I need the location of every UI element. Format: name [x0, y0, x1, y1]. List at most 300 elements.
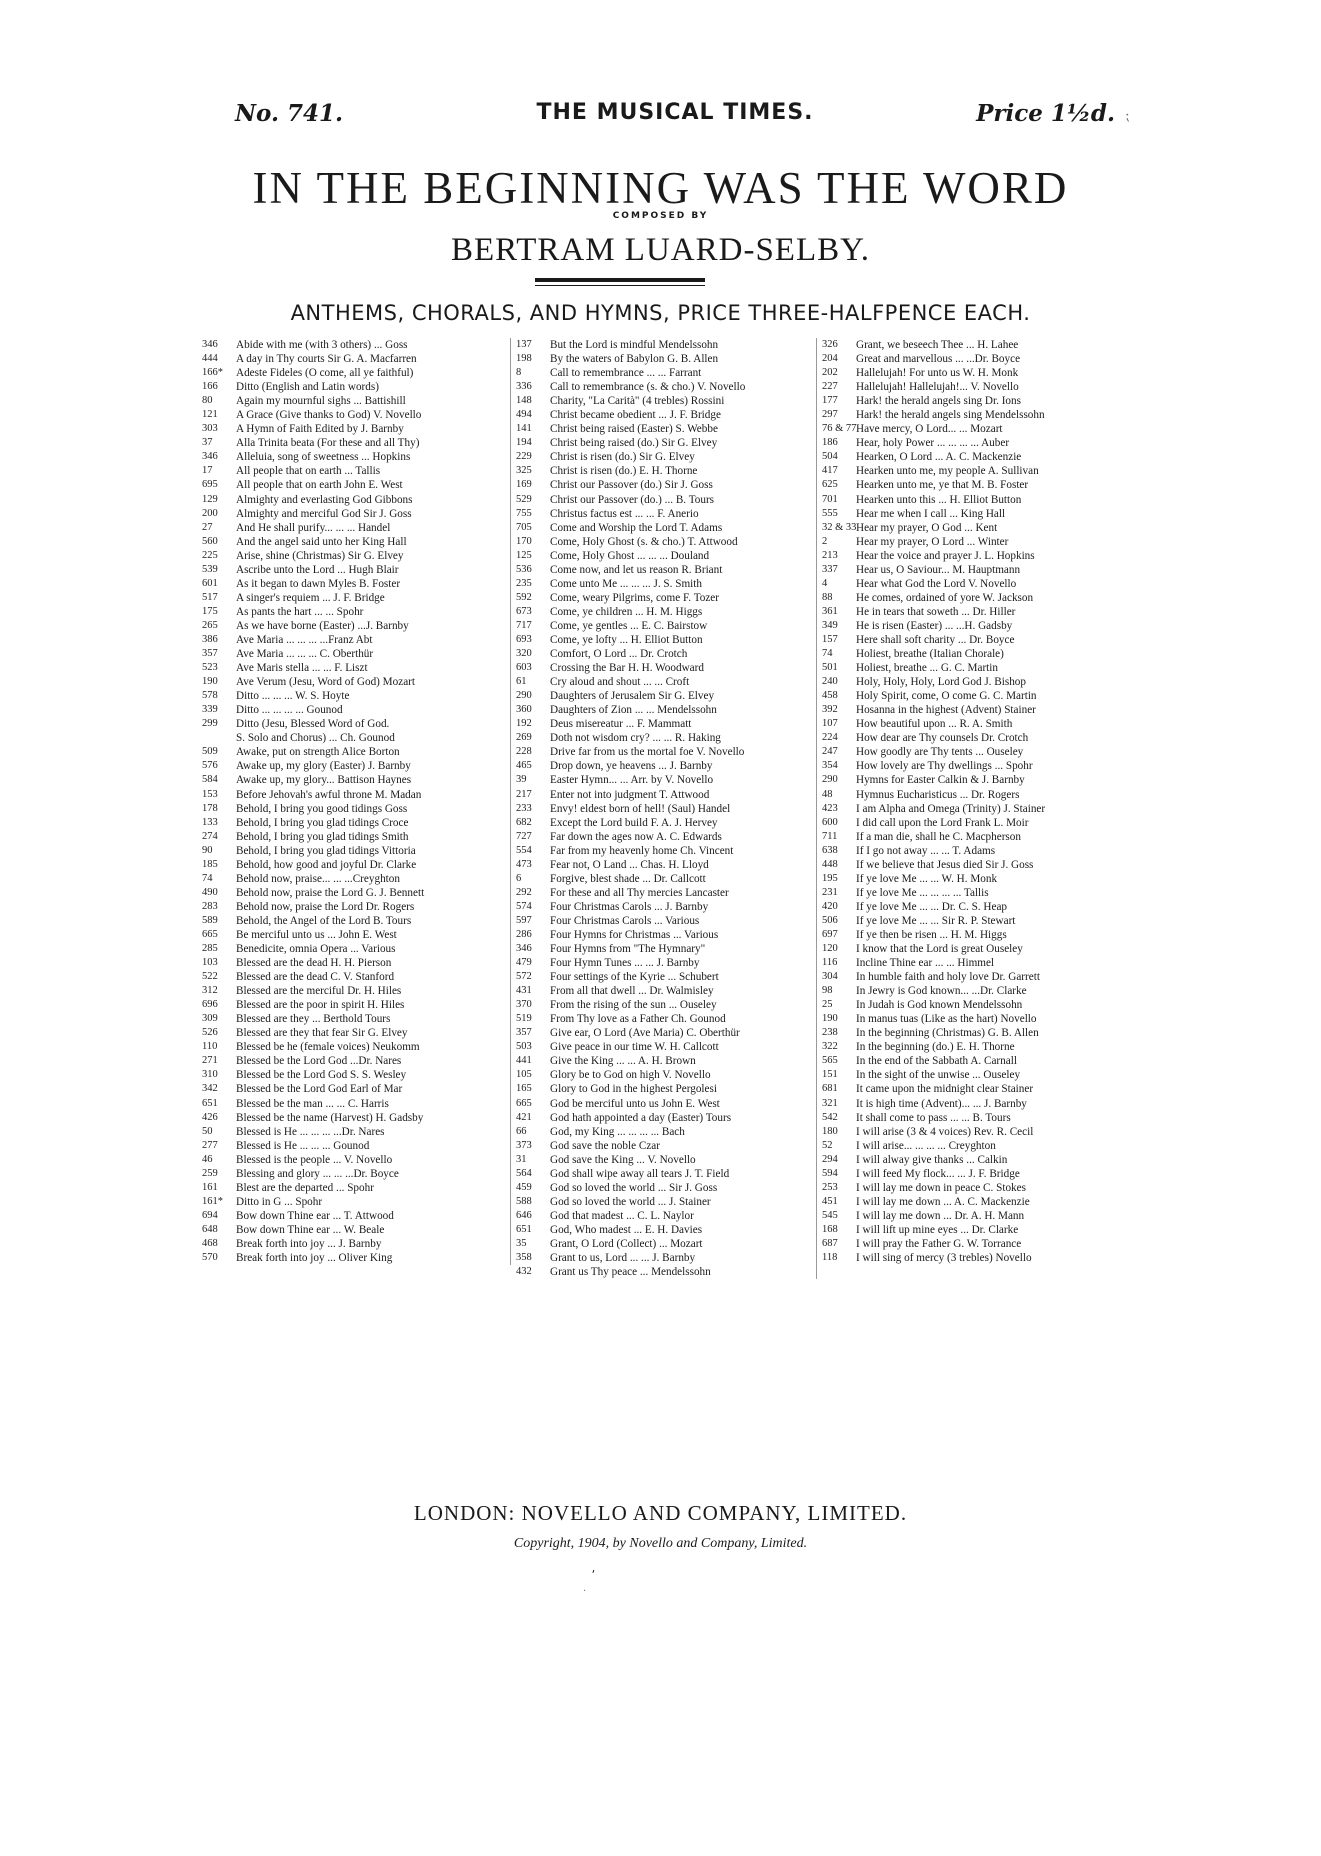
- entry-title-composer: Ditto ... ... ... ... Gounod: [236, 704, 343, 717]
- entry-number: 200: [202, 507, 218, 519]
- catalogue-entry: [822, 338, 1124, 352]
- entry-title-composer: In the beginning (do.) E. H. Thorne: [856, 1041, 1015, 1054]
- catalogue-entry: [202, 647, 510, 661]
- entry-title-composer: Awake up, my glory... Battison Haynes: [236, 774, 412, 787]
- entry-number: 431: [516, 985, 532, 997]
- entry-title-composer: Call to remembrance (s. & cho.) V. Novello: [550, 381, 746, 394]
- entry-number: 107: [822, 718, 838, 730]
- entry-title-composer: Blessed be the Lord God ...Dr. Nares: [236, 1055, 402, 1068]
- entry-number: 651: [202, 1097, 218, 1109]
- catalogue-entry: [202, 956, 510, 970]
- entry-number: 240: [822, 676, 838, 688]
- catalogue-entry: [516, 1068, 816, 1082]
- catalogue-entry: [202, 900, 510, 914]
- entry-title-composer: Forgive, blest shade ... Dr. Callcott: [550, 872, 706, 885]
- entry-title-composer: Hark! the herald angels sing Dr. Ions: [856, 395, 1021, 408]
- entry-number: 27: [202, 521, 213, 533]
- entry-number: 177: [822, 395, 838, 407]
- entry-title-composer: God save the King ... V. Novello: [550, 1153, 696, 1166]
- catalogue-entry: [202, 1111, 510, 1125]
- entry-number: 17: [202, 465, 213, 477]
- entry-number: 190: [202, 676, 218, 688]
- entry-number: 74: [822, 648, 833, 660]
- entry-title-composer: Crossing the Bar H. H. Woodward: [550, 662, 704, 675]
- catalogue-entry: [516, 745, 816, 759]
- entry-title-composer: Hallelujah! Hallelujah!... V. Novello: [856, 381, 1019, 394]
- entry-title-composer: Drop down, ye heavens ... J. Barnby: [550, 760, 713, 773]
- entry-number: 357: [202, 648, 218, 660]
- catalogue-entry: [202, 1054, 510, 1068]
- entry-title-composer: God, Who madest ... E. H. Davies: [550, 1223, 703, 1236]
- catalogue-entry: [822, 1251, 1124, 1265]
- entry-number: 165: [516, 1083, 532, 1095]
- entry-title-composer: I am Alpha and Omega (Trinity) J. Stainer: [856, 802, 1046, 815]
- entry-number: 696: [202, 999, 218, 1011]
- catalogue-entry: [822, 1223, 1124, 1237]
- entry-title-composer: Four Hymns from "The Hymnary": [550, 943, 706, 956]
- catalogue-entry: [516, 970, 816, 984]
- catalogue-entry: [516, 689, 816, 703]
- entry-title-composer: Ave Maria ... ... ... ...Franz Abt: [236, 633, 373, 646]
- entry-number: 213: [822, 549, 838, 561]
- catalogue-entry: [516, 1209, 816, 1223]
- catalogue-heading: ANTHEMS, CHORALS, AND HYMNS, PRICE THREE-HALFPENCE EACH.: [290, 301, 1031, 325]
- entry-number: 120: [822, 943, 838, 955]
- entry-title-composer: Ditto ... ... ... W. S. Hoyte: [236, 690, 350, 703]
- catalogue-entry: [516, 1026, 816, 1040]
- entry-number: 490: [202, 886, 218, 898]
- catalogue-entry: [202, 1209, 510, 1223]
- entry-title-composer: Break forth into joy ... Oliver King: [236, 1252, 393, 1265]
- entry-title-composer: Hearken unto this ... H. Elliot Button: [856, 493, 1022, 506]
- entry-number: 153: [202, 788, 218, 800]
- catalogue-entry: [516, 1251, 816, 1265]
- catalogue-entry: [202, 605, 510, 619]
- entry-title-composer: From all that dwell ... Dr. Walmisley: [550, 985, 714, 998]
- entry-title-composer: Blessed is the people ... V. Novello: [236, 1153, 393, 1166]
- entry-number: 354: [822, 760, 838, 772]
- catalogue-entry: [516, 352, 816, 366]
- catalogue-entry: [516, 886, 816, 900]
- entry-number: 286: [516, 928, 532, 940]
- entry-title-composer: I will feed My flock... ... J. F. Bridge: [856, 1167, 1020, 1180]
- entry-title-composer: Fear not, O Land ... Chas. H. Lloyd: [550, 858, 709, 871]
- entry-title-composer: Ditto (English and Latin words): [236, 381, 379, 394]
- catalogue-entry: [822, 647, 1124, 661]
- entry-number: 346: [202, 451, 218, 463]
- entry-title-composer: As it began to dawn Myles B. Foster: [236, 577, 401, 590]
- entry-title-composer: He is risen (Easter) ... ...H. Gadsby: [856, 619, 1013, 632]
- entry-title-composer: Glory be to God on high V. Novello: [550, 1069, 711, 1082]
- entry-number: 303: [202, 423, 218, 435]
- catalogue-entry: [822, 1125, 1124, 1139]
- entry-number: 681: [822, 1083, 838, 1095]
- entry-number: 204: [822, 353, 838, 365]
- entry-title-composer: Alleluia, song of sweetness ... Hopkins: [236, 451, 411, 464]
- catalogue-entry: [516, 1195, 816, 1209]
- entry-title-composer: Christ is risen (do.) E. H. Thorne: [550, 465, 698, 478]
- entry-title-composer: Hearken unto me, ye that M. B. Foster: [856, 479, 1029, 492]
- catalogue-entry: [822, 914, 1124, 928]
- entry-number: 519: [516, 1013, 532, 1025]
- entry-number: 727: [516, 830, 532, 842]
- entry-number: 269: [516, 732, 532, 744]
- entry-number: 166*: [202, 367, 223, 379]
- catalogue-entry: [822, 605, 1124, 619]
- catalogue-entry: [516, 1167, 816, 1181]
- entry-number: 529: [516, 493, 532, 505]
- entry-title-composer: Daughters of Zion ... ... Mendelssohn: [550, 704, 717, 717]
- entry-title-composer: Be merciful unto us ... John E. West: [236, 928, 397, 941]
- catalogue-entry: [516, 717, 816, 731]
- catalogue-entry: [202, 858, 510, 872]
- entry-number: 603: [516, 662, 532, 674]
- catalogue-entry: [822, 872, 1124, 886]
- entry-number: 178: [202, 802, 218, 814]
- entry-title-composer: Hear the voice and prayer J. L. Hopkins: [856, 549, 1035, 562]
- entry-number: 161*: [202, 1195, 223, 1207]
- entry-number: 192: [516, 718, 532, 730]
- catalogue-entry: [202, 338, 510, 352]
- catalogue-entry: [516, 464, 816, 478]
- entry-title-composer: Incline Thine ear ... ... Himmel: [856, 957, 995, 970]
- catalogue-entry: [822, 1111, 1124, 1125]
- catalogue-entry: [822, 436, 1124, 450]
- catalogue-entry: [202, 970, 510, 984]
- entry-number: 392: [822, 704, 838, 716]
- entry-number: 224: [822, 732, 838, 744]
- entry-number: 202: [822, 367, 838, 379]
- entry-number: 473: [516, 858, 532, 870]
- catalogue-entry: [202, 1195, 510, 1209]
- entry-number: 304: [822, 971, 838, 983]
- entry-title-composer: Arise, shine (Christmas) Sir G. Elvey: [236, 549, 404, 562]
- entry-number: 360: [516, 704, 532, 716]
- entry-number: 195: [822, 872, 838, 884]
- catalogue-entry: [202, 549, 510, 563]
- entry-number: 361: [822, 605, 838, 617]
- entry-number: 66: [516, 1125, 527, 1137]
- catalogue-entry: [516, 1237, 816, 1251]
- catalogue-entry: [516, 914, 816, 928]
- entry-number: 560: [202, 535, 218, 547]
- entry-number: 349: [822, 619, 838, 631]
- entry-title-composer: It came upon the midnight clear Stainer: [856, 1083, 1034, 1096]
- entry-title-composer: He comes, ordained of yore W. Jackson: [856, 591, 1034, 604]
- catalogue-column-3: [822, 338, 1124, 1265]
- catalogue-entry: [202, 408, 510, 422]
- entry-title-composer: Except the Lord build F. A. J. Hervey: [550, 816, 718, 829]
- entry-title-composer: Hark! the herald angels sing Mendelssohn: [856, 409, 1045, 422]
- price-label: Price 1½d.: [976, 100, 1115, 127]
- catalogue-column-1: [202, 338, 511, 1265]
- entry-title-composer: In Jewry is God known... ...Dr. Clarke: [856, 985, 1027, 998]
- entry-number: 554: [516, 844, 532, 856]
- work-title: IN THE BEGINNING WAS THE WORD: [252, 163, 1069, 213]
- catalogue-entry: [516, 647, 816, 661]
- entry-number: 194: [516, 437, 532, 449]
- entry-title-composer: Again my mournful sighs ... Battishill: [236, 395, 406, 408]
- entry-number: 665: [516, 1097, 532, 1109]
- entry-number: 572: [516, 971, 532, 983]
- entry-number: 129: [202, 493, 218, 505]
- catalogue-entry: [202, 1251, 510, 1265]
- entry-title-composer: How beautiful upon ... R. A. Smith: [856, 718, 1013, 731]
- entry-number: 2: [822, 535, 828, 547]
- catalogue-entry: [202, 1223, 510, 1237]
- catalogue-entry: [822, 394, 1124, 408]
- catalogue-entry: [202, 689, 510, 703]
- catalogue-entry: [202, 1181, 510, 1195]
- corner-mark: ⁏: [1125, 108, 1130, 124]
- entry-number: 180: [822, 1125, 838, 1137]
- entry-title-composer: If ye love Me ... ... ... ... Tallis: [856, 886, 989, 899]
- catalogue-entry: [202, 788, 510, 802]
- catalogue-entry: [202, 1082, 510, 1096]
- entry-title-composer: Behold now, praise the Lord Dr. Rogers: [236, 900, 415, 913]
- entry-title-composer: Drive far from us the mortal foe V. Novello: [550, 746, 745, 759]
- catalogue-entry: [822, 1167, 1124, 1181]
- entry-title-composer: Almighty and merciful God Sir J. Goss: [236, 507, 412, 520]
- catalogue-entry: [822, 970, 1124, 984]
- catalogue-entry: [516, 1097, 816, 1111]
- entry-number: 358: [516, 1252, 532, 1264]
- catalogue-column-2: [516, 338, 817, 1279]
- catalogue-entry: [202, 478, 510, 492]
- entry-number: 322: [822, 1041, 838, 1053]
- entry-title-composer: Benedicite, omnia Opera ... Various: [236, 943, 396, 956]
- entry-number: 50: [202, 1125, 213, 1137]
- entry-title-composer: Come, ye gentles ... E. C. Bairstow: [550, 619, 708, 632]
- catalogue-entry: [516, 380, 816, 394]
- catalogue-entry: [202, 1026, 510, 1040]
- catalogue-entry: [516, 408, 816, 422]
- entry-title-composer: Alla Trinita beata (For these and all Thy): [236, 437, 420, 450]
- entry-number: 297: [822, 409, 838, 421]
- entry-title-composer: And the angel said unto her King Hall: [236, 535, 407, 548]
- catalogue-entry: [202, 731, 510, 745]
- entry-title-composer: Hear us, O Saviour... M. Hauptmann: [856, 563, 1021, 576]
- catalogue-entry: [822, 956, 1124, 970]
- catalogue-entry: [516, 633, 816, 647]
- entry-title-composer: Hear, holy Power ... ... ... ... Auber: [856, 437, 1010, 450]
- entry-number: 320: [516, 648, 532, 660]
- entry-title-composer: Far down the ages now A. C. Edwards: [550, 830, 722, 843]
- entry-title-composer: In the beginning (Christmas) G. B. Allen: [856, 1027, 1039, 1040]
- catalogue-entry: [202, 928, 510, 942]
- entry-title-composer: Cry aloud and shout ... ... Croft: [550, 676, 690, 689]
- entry-title-composer: I will lay me down ... A. C. Mackenzie: [856, 1195, 1030, 1208]
- catalogue-entry: [202, 436, 510, 450]
- catalogue-entry: [516, 591, 816, 605]
- catalogue-entry: [202, 830, 510, 844]
- entry-number: 290: [822, 774, 838, 786]
- entry-number: 74: [202, 872, 213, 884]
- entry-number: 458: [822, 690, 838, 702]
- entry-number: 259: [202, 1167, 218, 1179]
- entry-number: 90: [202, 844, 213, 856]
- catalogue-entry: [202, 394, 510, 408]
- entry-title-composer: Grant, O Lord (Collect) ... Mozart: [550, 1238, 703, 1250]
- entry-title-composer: Charity, "La Carità" (4 trebles) Rossini: [550, 395, 725, 408]
- entry-title-composer: Enter not into judgment T. Attwood: [550, 788, 710, 801]
- catalogue-entry: [822, 1139, 1124, 1153]
- entry-title-composer: A singer's requiem ... J. F. Bridge: [236, 591, 385, 604]
- entry-number: 542: [822, 1111, 838, 1123]
- catalogue-entry: [202, 703, 510, 717]
- entry-number: 337: [822, 563, 838, 575]
- catalogue-entry: [202, 1125, 510, 1139]
- catalogue-entry: [202, 380, 510, 394]
- entry-number: 238: [822, 1027, 838, 1039]
- catalogue-entry: [516, 956, 816, 970]
- entry-number: 116: [822, 957, 838, 969]
- issue-number: No. 741.: [235, 100, 343, 127]
- entry-title-composer: In the sight of the unwise ... Ouseley: [856, 1069, 1021, 1082]
- catalogue-entry: [202, 998, 510, 1012]
- catalogue-entry: [822, 408, 1124, 422]
- catalogue-entry: [516, 703, 816, 717]
- entry-number: 517: [202, 591, 218, 603]
- catalogue-entry: [516, 493, 816, 507]
- entry-title-composer: Four Hymn Tunes ... ... J. Barnby: [550, 957, 700, 970]
- entry-title-composer: Before Jehovah's awful throne M. Madan: [236, 788, 422, 801]
- catalogue-entry: [516, 731, 816, 745]
- catalogue-entry: [822, 844, 1124, 858]
- catalogue-entry: [822, 464, 1124, 478]
- catalogue-entry: [822, 591, 1124, 605]
- catalogue-entry: [822, 745, 1124, 759]
- catalogue-entry: [516, 605, 816, 619]
- catalogue-entry: [822, 493, 1124, 507]
- entry-title-composer: Envy! eldest born of hell! (Saul) Handel: [550, 802, 731, 815]
- entry-title-composer: Christus factus est ... ... F. Anerio: [550, 507, 699, 520]
- entry-number: 555: [822, 507, 838, 519]
- catalogue-entry: [822, 689, 1124, 703]
- entry-title-composer: Comfort, O Lord ... Dr. Crotch: [550, 648, 688, 661]
- entry-title-composer: I will lay me down ... Dr. A. H. Mann: [856, 1209, 1025, 1222]
- catalogue-entry: [516, 366, 816, 380]
- catalogue-entry: [516, 661, 816, 675]
- entry-number: 509: [202, 746, 218, 758]
- entry-title-composer: Almighty and everlasting God Gibbons: [236, 493, 413, 506]
- entry-title-composer: Blessed are the merciful Dr. H. Hiles: [236, 985, 402, 998]
- entry-number: 277: [202, 1139, 218, 1151]
- catalogue-entry: [202, 717, 510, 731]
- catalogue-entry: [516, 1125, 816, 1139]
- catalogue-entry: [516, 1139, 816, 1153]
- entry-number: 717: [516, 619, 532, 631]
- catalogue-entry: [516, 436, 816, 450]
- entry-title-composer: I will arise (3 & 4 voices) Rev. R. Cecil: [856, 1125, 1034, 1138]
- copyright-line: Copyright, 1904, by Novello and Company, Limited.: [513, 1536, 808, 1551]
- entry-title-composer: Hear my prayer, O God ... Kent: [856, 521, 998, 534]
- entry-title-composer: Adeste Fideles (O come, all ye faithful): [236, 367, 414, 380]
- entry-title-composer: Blessed is He ... ... ... Gounod: [236, 1139, 370, 1152]
- entry-number: 121: [202, 409, 218, 421]
- entry-title-composer: Ascribe unto the Lord ... Hugh Blair: [236, 563, 399, 576]
- entry-number: 682: [516, 816, 532, 828]
- catalogue-entry: [516, 338, 816, 352]
- catalogue-entry: [822, 450, 1124, 464]
- entry-number: 600: [822, 816, 838, 828]
- catalogue-entry: [822, 788, 1124, 802]
- catalogue-entry: [516, 759, 816, 773]
- entry-title-composer: I will alway give thanks ... Calkin: [856, 1153, 1008, 1166]
- entry-title-composer: By the waters of Babylon G. B. Allen: [550, 353, 719, 366]
- entry-title-composer: Holy Spirit, come, O come G. C. Martin: [856, 690, 1037, 703]
- catalogue-entry: [202, 886, 510, 900]
- entry-number: 186: [822, 437, 838, 449]
- catalogue-entry: [202, 1012, 510, 1026]
- catalogue-entry: [202, 535, 510, 549]
- entry-number: 25: [822, 999, 833, 1011]
- entry-number: 420: [822, 900, 838, 912]
- entry-title-composer: God shall wipe away all tears J. T. Field: [550, 1167, 730, 1180]
- entry-number: 274: [202, 830, 218, 842]
- entry-title-composer: All people that on earth ... Tallis: [236, 465, 381, 478]
- entry-title-composer: Give ear, O Lord (Ave Maria) C. Oberthür: [550, 1027, 740, 1040]
- entry-number: 61: [516, 676, 527, 688]
- entry-title-composer: Here shall soft charity ... Dr. Boyce: [856, 633, 1015, 646]
- catalogue-entry: [202, 816, 510, 830]
- entry-number: 506: [822, 914, 838, 926]
- entry-number: 625: [822, 479, 838, 491]
- entry-title-composer: How dear are Thy counsels Dr. Crotch: [856, 732, 1029, 745]
- entry-title-composer: Blessing and glory ... ... ...Dr. Boyce: [236, 1167, 399, 1180]
- entry-title-composer: If ye love Me ... ... W. H. Monk: [856, 872, 998, 885]
- entry-number: 39: [516, 774, 527, 786]
- entry-number: 545: [822, 1209, 838, 1221]
- catalogue-entry: [202, 563, 510, 577]
- catalogue-entry: [202, 450, 510, 464]
- entry-title-composer: Come unto Me ... ... ... J. S. Smith: [550, 577, 702, 590]
- entry-number: 357: [516, 1027, 532, 1039]
- entry-title-composer: It is high time (Advent)... ... J. Barnby: [856, 1097, 1027, 1110]
- entry-number: 695: [202, 479, 218, 491]
- entry-title-composer: Call to remembrance ... ... Farrant: [550, 367, 702, 380]
- entry-title-composer: From Thy love as a Father Ch. Gounod: [550, 1013, 726, 1026]
- catalogue-entry: [822, 563, 1124, 577]
- entry-number: 217: [516, 788, 532, 800]
- entry-number: 346: [202, 339, 218, 350]
- entry-number: 110: [202, 1041, 218, 1053]
- entry-number: 523: [202, 662, 218, 674]
- entry-title-composer: Blessed are they ... Berthold Tours: [236, 1013, 391, 1026]
- entry-title-composer: Give the King ... ... A. H. Brown: [550, 1055, 696, 1068]
- entry-title-composer: God that madest ... C. L. Naylor: [550, 1209, 694, 1222]
- entry-title-composer: Four Hymns for Christmas ... Various: [550, 928, 719, 941]
- catalogue-entry: [822, 773, 1124, 787]
- entry-title-composer: Come, Holy Ghost ... ... ... Douland: [550, 549, 710, 562]
- catalogue-entry: [202, 619, 510, 633]
- title-rule: [535, 278, 705, 282]
- catalogue-entry: [822, 928, 1124, 942]
- entry-number: 133: [202, 816, 218, 828]
- catalogue-entry: [516, 577, 816, 591]
- catalogue-entry: [822, 422, 1124, 436]
- entry-number: 290: [516, 690, 532, 702]
- entry-title-composer: Blest are the departed ... Spohr: [236, 1181, 374, 1194]
- catalogue-entry: [822, 535, 1124, 549]
- entry-number: 522: [202, 971, 218, 983]
- entry-number: 589: [202, 914, 218, 926]
- entry-title-composer: In humble faith and holy love Dr. Garrett: [856, 971, 1040, 984]
- entry-number: 253: [822, 1181, 838, 1193]
- catalogue-entry: [202, 1139, 510, 1153]
- entry-number: 283: [202, 900, 218, 912]
- catalogue-entry: [202, 1167, 510, 1181]
